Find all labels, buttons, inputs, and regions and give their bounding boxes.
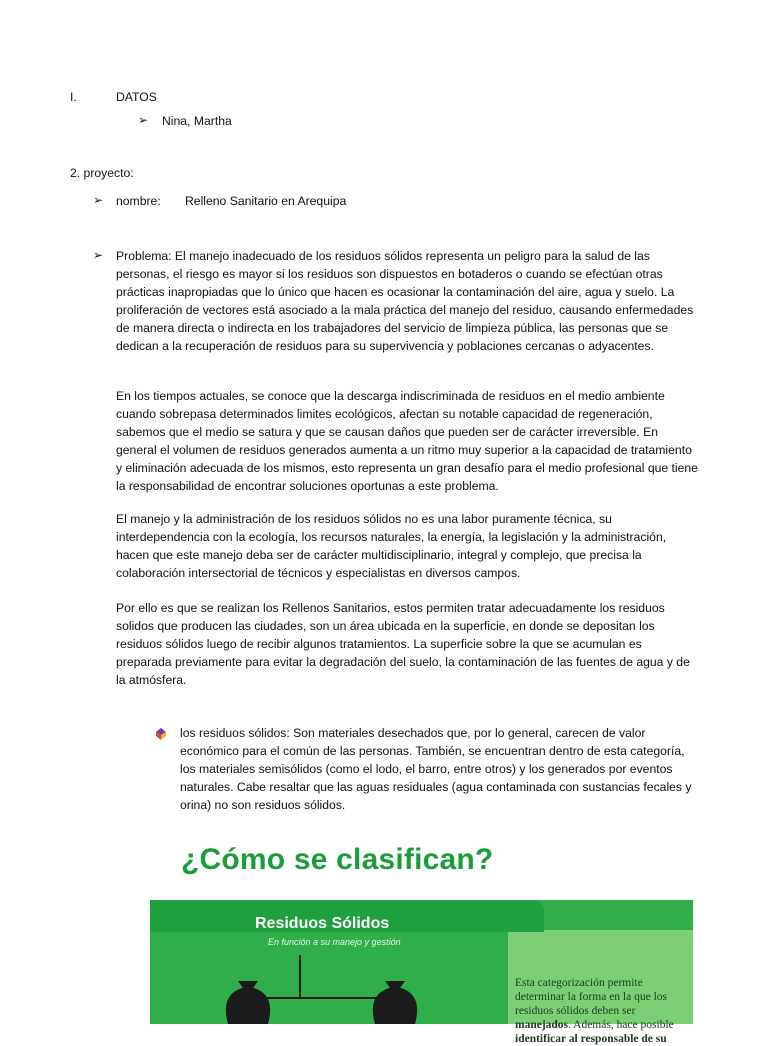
problem-paragraph-2: En los tiempos actuales, se conoce que la descarga indiscriminada de residuos en el medio ambiente cuando sobrepasa determinados limites ecológicos, afectan su notable capacidad de regeneración, sabemos que el medio se satura y que se causan daños que pueden ser de carácter irreversible. En general el volumen de residuos generados aumenta a un ritmo muy superior a la capacidad de tratamiento y eliminación adecuada de los mismos, esto representa un gran desafío para el medio profesional que tiene la responsabilidad de encontrar soluciones oportunas a este problema.: [116, 389, 698, 493]
arrow-bullet-icon: ➢: [138, 113, 149, 127]
panel-side-text: [515, 976, 690, 1046]
problem-paragraph-3: El manejo y la administración de los residuos sólidos no es una labor puramente técnica, su interdependencia con la ecología, los recursos naturales, la energía, la legislación y la administración, hacen que este manejo deba ser de carácter multidisciplinario, integral y complejo, que precisa la colaboración intersectorial de técnicos y especialistas en diversos campos.: [116, 512, 667, 580]
diamond-bullet-icon: [156, 728, 166, 740]
project-name-label: nombre:: [116, 194, 161, 208]
arrow-bullet-icon: ➢: [93, 248, 104, 262]
side-text-part-1: Esta categorización permite determinar la forma en la que los residuos sólidos deben ser: [515, 977, 667, 1017]
panel-subtitle: En función a su manejo y gestión: [268, 937, 401, 947]
trash-bag-icon: [373, 981, 417, 1024]
waste-bags-diagram: [150, 955, 510, 1024]
section1-number: I.: [70, 90, 77, 104]
trash-bag-icon: [226, 981, 270, 1024]
solid-waste-definition: los residuos sólidos: Son materiales desechados que, por lo general, carecen de valor económico para el común de las personas. También, se encuentran dentro de esta categoría, los materiales semisólidos (como el lodo, el barro, entre otros) y los generados por eventos naturales. Cabe resaltar que las aguas residuales (agua contaminada con sustancias fecales y orina) no son residuos sólidos.: [180, 726, 692, 812]
figure-heading: ¿Cómo se clasifican?: [181, 843, 494, 876]
section2-title: 2. proyecto:: [70, 166, 134, 180]
side-text-part-2: . Además, hace posible: [568, 1019, 674, 1031]
side-text-bold-1: manejados: [515, 1019, 569, 1031]
side-text-bold-2: identificar al responsable de su: [515, 1033, 667, 1045]
arrow-bullet-icon: ➢: [93, 193, 104, 207]
panel-title: Residuos Sólidos: [255, 915, 390, 932]
section1-title: DATOS: [116, 90, 157, 104]
problem-paragraph-4: Por ello es que se realizan los Rellenos Sanitarios, estos permiten tratar adecuadamente los residuos solidos que producen las ciudades, son un área ubicada en la superficie, en donde se depositan los residuos sólidos luego de recibir algunos tratamientos. La superficie sobre la que se acumulan es preparada previamente para evitar la degradación del suelo, la contaminación de las fuentes de agua y de la atmósfera.: [116, 601, 690, 687]
problem-paragraph-1: Problema: El manejo inadecuado de los residuos sólidos representa un peligro para la salud de las personas, el riesgo es mayor si los residuos son dispuestos en botaderos o cuando se efectúan otras prácticas inapropiadas que lo único que hacen es ocasionar la contaminación del aire, agua y suelo. La proliferación de vectores está asociado a la mala práctica del manejo del residuo, causando enfermedades de manera directa o indirecta en los trabajadores del servicio de limpieza pública, las personas que se dedican a la recuperación de residuos para su supervivencia y poblaciones cercanas o adyacentes.: [116, 249, 694, 353]
project-name-value: Relleno Sanitario en Arequipa: [185, 194, 347, 208]
author-name: Nina, Martha: [162, 114, 232, 128]
